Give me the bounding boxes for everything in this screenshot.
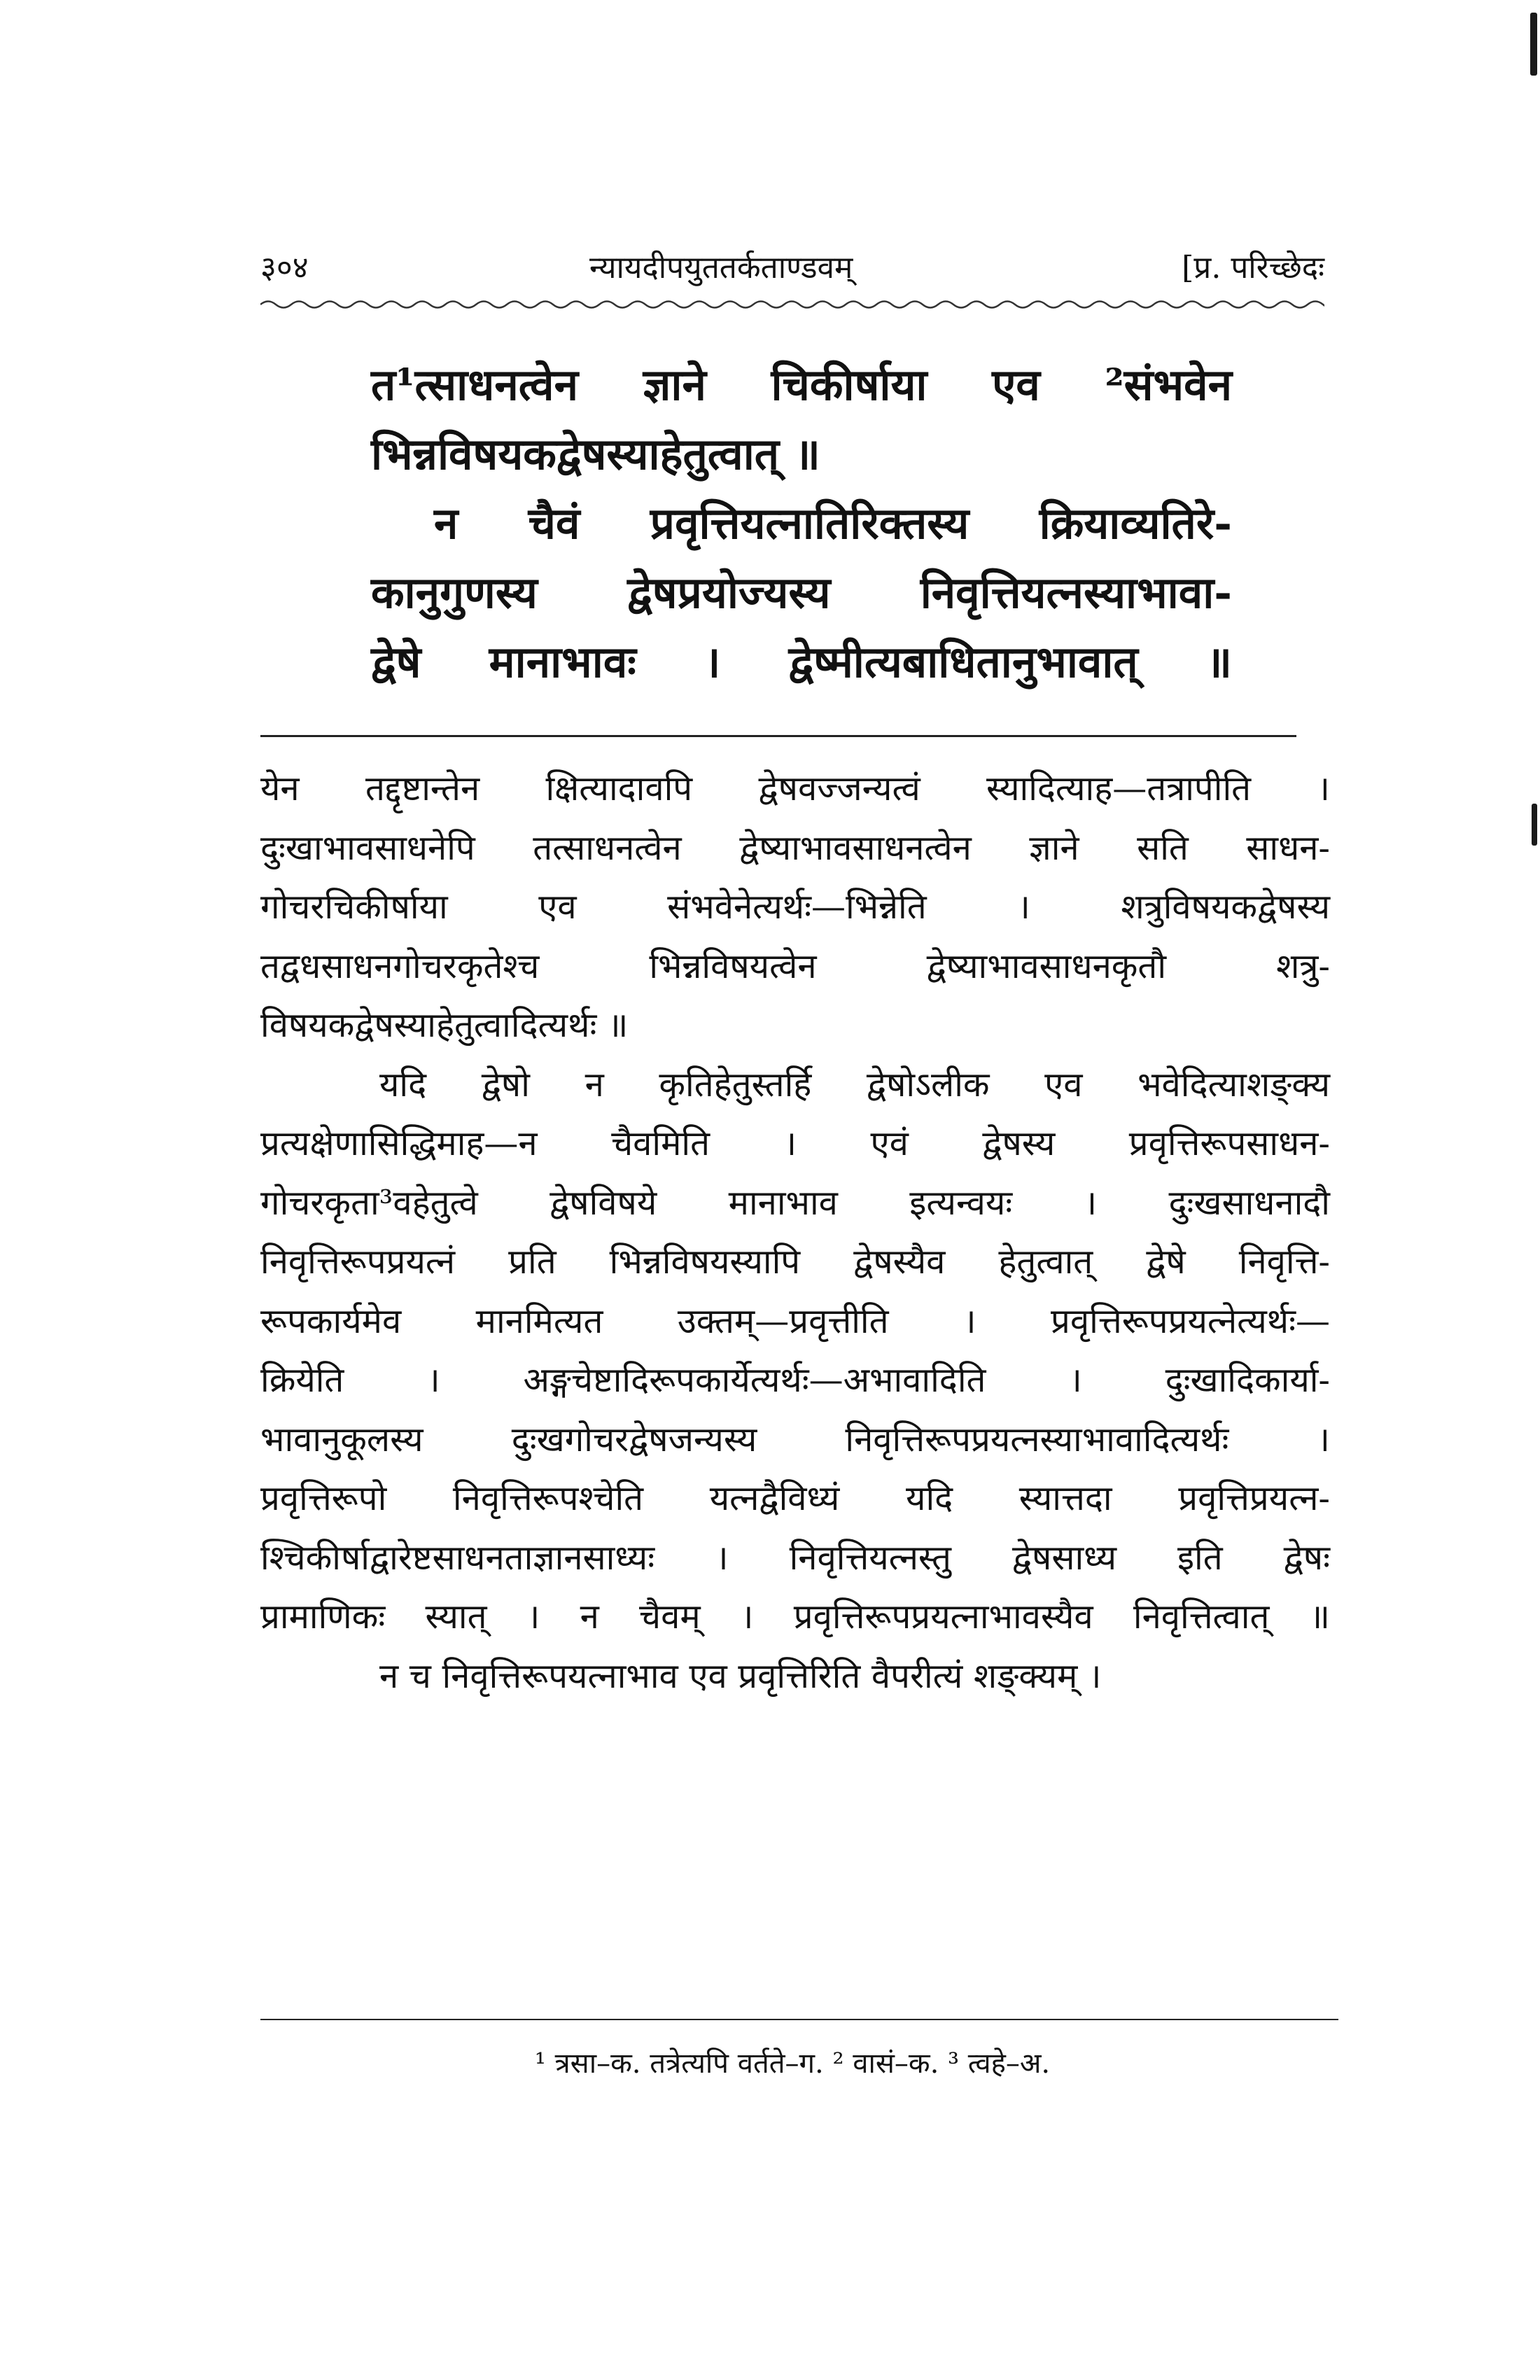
commentary-line: दुःखाभावसाधनेपि तत्साधनत्वेन द्वेष्याभावसाधनत्वेन ज्ञाने सति साधन-: [260, 827, 1330, 868]
page-header: [260, 235, 1324, 291]
commentary-line: प्रवृत्तिरूपो निवृत्तिरूपश्चेति यत्नद्वैविध्यं यदि स्यात्तदा प्रवृत्तिप्रयत्न-: [260, 1478, 1330, 1518]
verse-line: द्वेषे मानाभावः । द्वेष्मीत्यबाधितानुभावात् ॥: [371, 636, 1232, 687]
footnote-divider: [260, 2019, 1338, 2020]
commentary-line: प्रामाणिकः स्यात् । न चैवम् । प्रवृत्तिरूपप्रयत्नाभावस्यैव निवृत्तित्वात् ॥: [260, 1597, 1330, 1637]
commentary-line: प्रत्यक्षेणासिद्धिमाह—न चैवमिति । एवं द्वेषस्य प्रवृत्तिरूपसाधन-: [260, 1124, 1330, 1163]
scan-edge-mark: [1530, 13, 1537, 76]
commentary-line: विषयकद्वेषस्याहेतुत्वादित्यर्थः ॥: [260, 1005, 629, 1045]
verse-divider: [260, 735, 1296, 737]
commentary-line: तद्वधसाधनगोचरकृतेश्च भिन्नविषयत्वेन द्वेष्याभावसाधनकृतौ शत्रु-: [260, 946, 1330, 986]
commentary-block: [260, 760, 1330, 1706]
section-reference: [प्र. परिच्छेदः: [1182, 250, 1324, 286]
commentary-line: श्चिकीर्षाद्वारेष्टसाधनताज्ञानसाध्यः । निवृत्तियत्नस्तु द्वेषसाध्य इति द्वेषः: [260, 1537, 1330, 1578]
verse-line: न चैवं प्रवृत्तियत्नातिरिक्तस्य क्रियाव्यतिरे-: [434, 498, 1232, 549]
verse-line: कानुगुणस्य द्वेषप्रयोज्यस्य निवृत्तियत्नस्याभावा-: [371, 567, 1232, 618]
verse-block: [371, 350, 1232, 696]
commentary-line: क्रियेति । अङ्गचेष्टादिरूपकार्येत्यर्थः—अभावादिति । दुःखादिकार्या-: [260, 1360, 1330, 1400]
footnotes: ¹ त्रसा–क. तत्रेत्यपि वर्तते–ग. ² वासं–क. ³ त्वहे–अ.: [534, 2047, 1051, 2080]
page-number: ३०४: [260, 250, 309, 286]
commentary-line: भावानुकूलस्य दुःखगोचरद्वेषजन्यस्य निवृत्तिरूपप्रयत्नस्याभावादित्यर्थः ।: [260, 1419, 1330, 1460]
commentary-line: गोचरचिकीर्षाया एव संभवेनेत्यर्थः—भिन्नेति । शत्रुविषयकद्वेषस्य: [260, 887, 1330, 927]
header-wavy-rule: [260, 294, 1324, 315]
running-title: न्यायदीपयुततर्कताण्डवम्: [589, 250, 853, 286]
commentary-line: न च निवृत्तिरूपयत्नाभाव एव प्रवृत्तिरिति वैपरीत्यं शङ्क्यम् ।: [379, 1656, 1102, 1696]
commentary-line: गोचरकृता³वहेतुत्वे द्वेषविषये मानाभाव इत्यन्वयः । दुःखसाधनादौ: [260, 1182, 1330, 1223]
commentary-line: रूपकार्यमेव मानमित्यत उक्तम्—प्रवृत्तीति । प्रवृत्तिरूपप्रयत्नेत्यर्थः—: [260, 1301, 1330, 1341]
commentary-line: यदि द्वेषो न कृतिहेतुस्तर्हि द्वेषोऽलीक एव भवेदित्याशङ्क्य: [379, 1064, 1330, 1105]
commentary-line: निवृत्तिरूपप्रयत्नं प्रति भिन्नविषयस्यापि द्वेषस्यैव हेतुत्वात् द्वेषे निवृत्ति-: [260, 1242, 1330, 1282]
verse-line: भिन्नविषयकद्वेषस्याहेतुत्वात् ॥: [371, 428, 820, 479]
verse-line: त¹त्साधनत्वेन ज्ञाने चिकीर्षाया एव ²संभवेन: [371, 359, 1232, 410]
commentary-line: येन तद्दृष्टान्तेन क्षित्यादावपि द्वेषवज्जन्यत्वं स्यादित्याह—तत्रापीति ।: [260, 769, 1330, 808]
scan-edge-mark: [1532, 804, 1537, 846]
